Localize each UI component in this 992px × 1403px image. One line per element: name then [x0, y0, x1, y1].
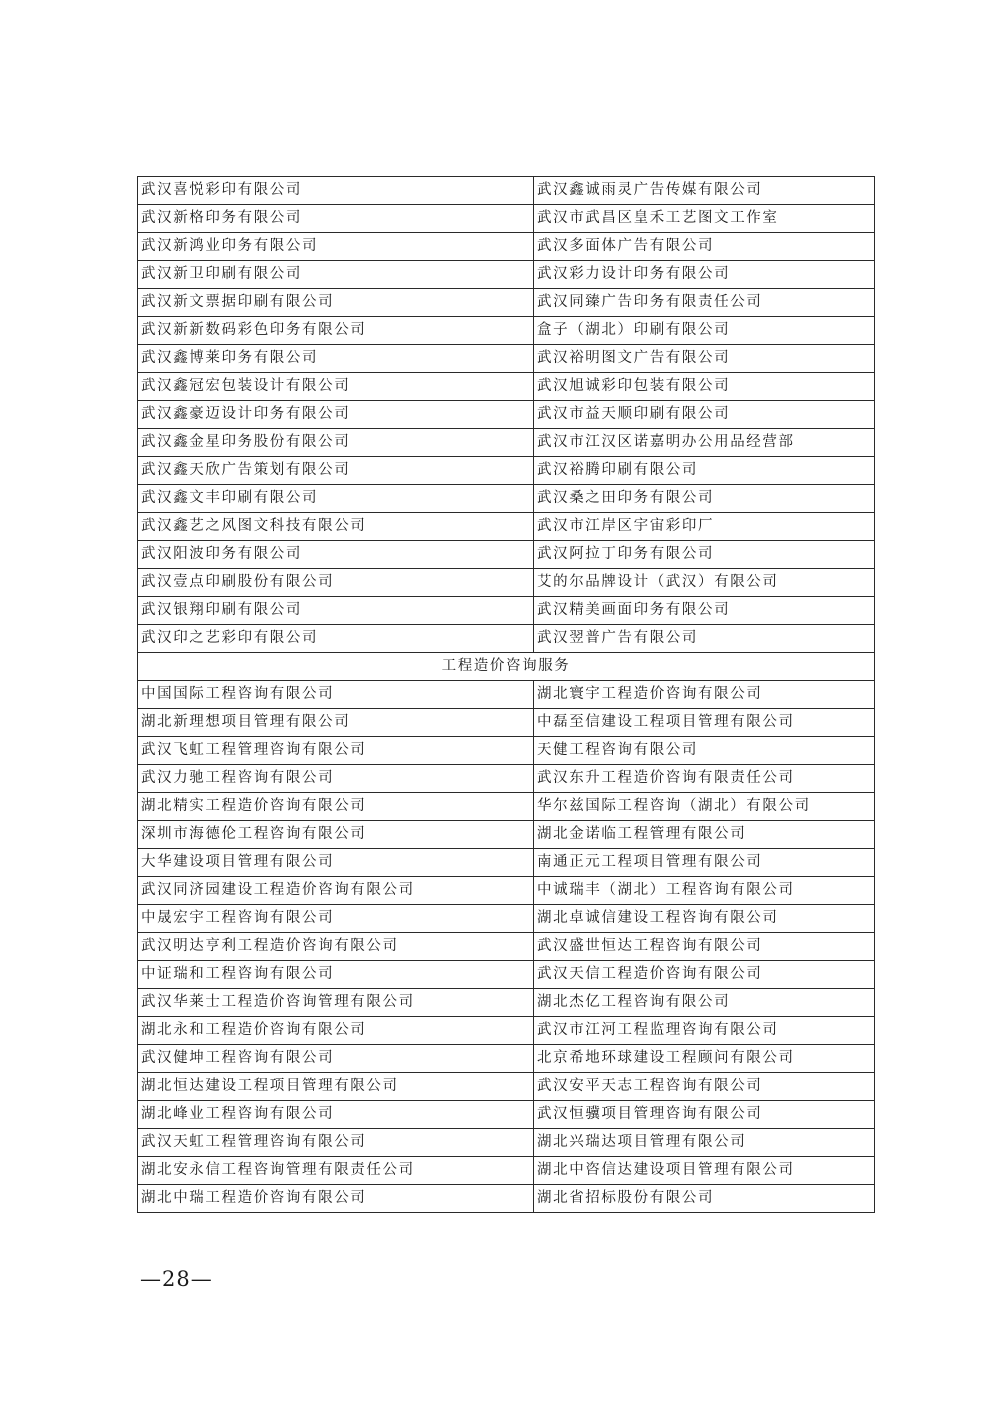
company-name-cell: 武汉裕明图文广告有限公司	[534, 345, 875, 373]
table-row	[138, 317, 875, 345]
company-name-cell: 武汉鑫诚雨灵广告传媒有限公司	[534, 177, 875, 205]
table-row	[138, 233, 875, 261]
table-row	[138, 597, 875, 625]
table-row	[138, 709, 875, 737]
table-row	[138, 625, 875, 653]
company-name-cell: 武汉桑之田印务有限公司	[534, 485, 875, 513]
table-row	[138, 485, 875, 513]
company-name-cell: 武汉银翔印刷有限公司	[138, 597, 534, 625]
table-row	[138, 205, 875, 233]
company-name-cell: 湖北卓诚信建设工程咨询有限公司	[534, 905, 875, 933]
company-name-cell: 湖北兴瑞达项目管理有限公司	[534, 1129, 875, 1157]
company-name-cell: 武汉飞虹工程管理咨询有限公司	[138, 737, 534, 765]
company-name-cell: 武汉华莱士工程造价咨询管理有限公司	[138, 989, 534, 1017]
table-row	[138, 513, 875, 541]
company-name-cell: 中诚瑞丰（湖北）工程咨询有限公司	[534, 877, 875, 905]
company-name-cell: 中晟宏宇工程咨询有限公司	[138, 905, 534, 933]
company-name-cell: 武汉市江河工程监理咨询有限公司	[534, 1017, 875, 1045]
company-name-cell: 大华建设项目管理有限公司	[138, 849, 534, 877]
company-name-cell: 武汉裕腾印刷有限公司	[534, 457, 875, 485]
company-name-cell: 华尔兹国际工程咨询（湖北）有限公司	[534, 793, 875, 821]
table-row	[138, 429, 875, 457]
table-row	[138, 681, 875, 709]
company-name-cell: 武汉力驰工程咨询有限公司	[138, 765, 534, 793]
company-name-cell: 武汉鑫文丰印刷有限公司	[138, 485, 534, 513]
company-name-cell: 武汉翌普广告有限公司	[534, 625, 875, 653]
company-name-cell: 武汉市益天顺印刷有限公司	[534, 401, 875, 429]
company-list-body	[138, 177, 875, 1213]
table-row	[138, 933, 875, 961]
company-name-cell: 武汉新卫印刷有限公司	[138, 261, 534, 289]
company-name-cell: 湖北金诺临工程管理有限公司	[534, 821, 875, 849]
company-name-cell: 武汉同臻广告印务有限责任公司	[534, 289, 875, 317]
company-name-cell: 武汉彩力设计印务有限公司	[534, 261, 875, 289]
table-row	[138, 905, 875, 933]
company-name-cell: 武汉多面体广告有限公司	[534, 233, 875, 261]
table-row	[138, 765, 875, 793]
table-row	[138, 1017, 875, 1045]
company-name-cell: 武汉鑫艺之风图文科技有限公司	[138, 513, 534, 541]
table-row	[138, 793, 875, 821]
company-name-cell: 武汉东升工程造价咨询有限责任公司	[534, 765, 875, 793]
company-name-cell: 中证瑞和工程咨询有限公司	[138, 961, 534, 989]
company-name-cell: 武汉健坤工程咨询有限公司	[138, 1045, 534, 1073]
company-name-cell: 武汉新新数码彩色印务有限公司	[138, 317, 534, 345]
table-row	[138, 1129, 875, 1157]
company-name-cell: 武汉壹点印刷股份有限公司	[138, 569, 534, 597]
company-name-cell: 盒子（湖北）印刷有限公司	[534, 317, 875, 345]
company-name-cell: 武汉精美画面印务有限公司	[534, 597, 875, 625]
company-name-cell: 武汉鑫天欣广告策划有限公司	[138, 457, 534, 485]
company-name-cell: 湖北中瑞工程造价咨询有限公司	[138, 1185, 534, 1213]
company-name-cell: 湖北中咨信达建设项目管理有限公司	[534, 1157, 875, 1185]
section-title: 工程造价咨询服务	[138, 653, 875, 681]
company-name-cell: 湖北峰业工程咨询有限公司	[138, 1101, 534, 1129]
company-name-cell: 中国国际工程咨询有限公司	[138, 681, 534, 709]
company-name-cell: 天健工程咨询有限公司	[534, 737, 875, 765]
table-row	[138, 401, 875, 429]
company-name-cell: 中磊至信建设工程项目管理有限公司	[534, 709, 875, 737]
company-name-cell: 湖北永和工程造价咨询有限公司	[138, 1017, 534, 1045]
company-name-cell: 武汉阳波印务有限公司	[138, 541, 534, 569]
company-name-cell: 南通正元工程项目管理有限公司	[534, 849, 875, 877]
company-name-cell: 武汉安平天志工程咨询有限公司	[534, 1073, 875, 1101]
table-row	[138, 1157, 875, 1185]
company-name-cell: 武汉天信工程造价咨询有限公司	[534, 961, 875, 989]
company-name-cell: 武汉恒骥项目管理咨询有限公司	[534, 1101, 875, 1129]
company-name-cell: 艾的尔品牌设计（武汉）有限公司	[534, 569, 875, 597]
table-row	[138, 961, 875, 989]
company-name-cell: 湖北恒达建设工程项目管理有限公司	[138, 1073, 534, 1101]
table-row	[138, 373, 875, 401]
table-row	[138, 1185, 875, 1213]
table-row	[138, 849, 875, 877]
company-name-cell: 湖北安永信工程咨询管理有限责任公司	[138, 1157, 534, 1185]
company-name-cell: 武汉同济园建设工程造价咨询有限公司	[138, 877, 534, 905]
table-row	[138, 1073, 875, 1101]
table-row	[138, 989, 875, 1017]
company-name-cell: 武汉市江岸区宇宙彩印厂	[534, 513, 875, 541]
company-name-cell: 武汉新文票据印刷有限公司	[138, 289, 534, 317]
company-name-cell: 武汉鑫豪迈设计印务有限公司	[138, 401, 534, 429]
table-row	[138, 877, 875, 905]
table-row	[138, 1045, 875, 1073]
company-name-cell: 北京希地环球建设工程顾问有限公司	[534, 1045, 875, 1073]
company-name-cell: 武汉阿拉丁印务有限公司	[534, 541, 875, 569]
company-name-cell: 武汉新鸿业印务有限公司	[138, 233, 534, 261]
company-name-cell: 湖北精实工程造价咨询有限公司	[138, 793, 534, 821]
company-name-cell: 武汉市武昌区皇禾工艺图文工作室	[534, 205, 875, 233]
company-name-cell: 湖北省招标股份有限公司	[534, 1185, 875, 1213]
table-row	[138, 177, 875, 205]
table-row	[138, 289, 875, 317]
company-name-cell: 武汉明达亨利工程造价咨询有限公司	[138, 933, 534, 961]
company-name-cell: 武汉天虹工程管理咨询有限公司	[138, 1129, 534, 1157]
company-name-cell: 湖北杰亿工程咨询有限公司	[534, 989, 875, 1017]
table-row	[138, 821, 875, 849]
table-row	[138, 1101, 875, 1129]
company-name-cell: 武汉印之艺彩印有限公司	[138, 625, 534, 653]
company-name-cell: 湖北寰宇工程造价咨询有限公司	[534, 681, 875, 709]
company-name-cell: 武汉鑫博莱印务有限公司	[138, 345, 534, 373]
table-row	[138, 569, 875, 597]
table-row	[138, 541, 875, 569]
company-name-cell: 武汉喜悦彩印有限公司	[138, 177, 534, 205]
table-row	[138, 737, 875, 765]
company-name-cell: 湖北新理想项目管理有限公司	[138, 709, 534, 737]
table-row	[138, 345, 875, 373]
section-header-row	[138, 653, 875, 681]
company-list-table	[137, 176, 875, 1213]
table-row	[138, 261, 875, 289]
company-name-cell: 武汉盛世恒达工程咨询有限公司	[534, 933, 875, 961]
company-name-cell: 武汉鑫冠宏包装设计有限公司	[138, 373, 534, 401]
company-name-cell: 武汉市江汉区诺嘉明办公用品经营部	[534, 429, 875, 457]
table-row	[138, 457, 875, 485]
company-name-cell: 深圳市海德伦工程咨询有限公司	[138, 821, 534, 849]
company-name-cell: 武汉新格印务有限公司	[138, 205, 534, 233]
company-name-cell: 武汉鑫金星印务股份有限公司	[138, 429, 534, 457]
company-name-cell: 武汉旭诚彩印包装有限公司	[534, 373, 875, 401]
page-number: —28—	[140, 1267, 213, 1291]
